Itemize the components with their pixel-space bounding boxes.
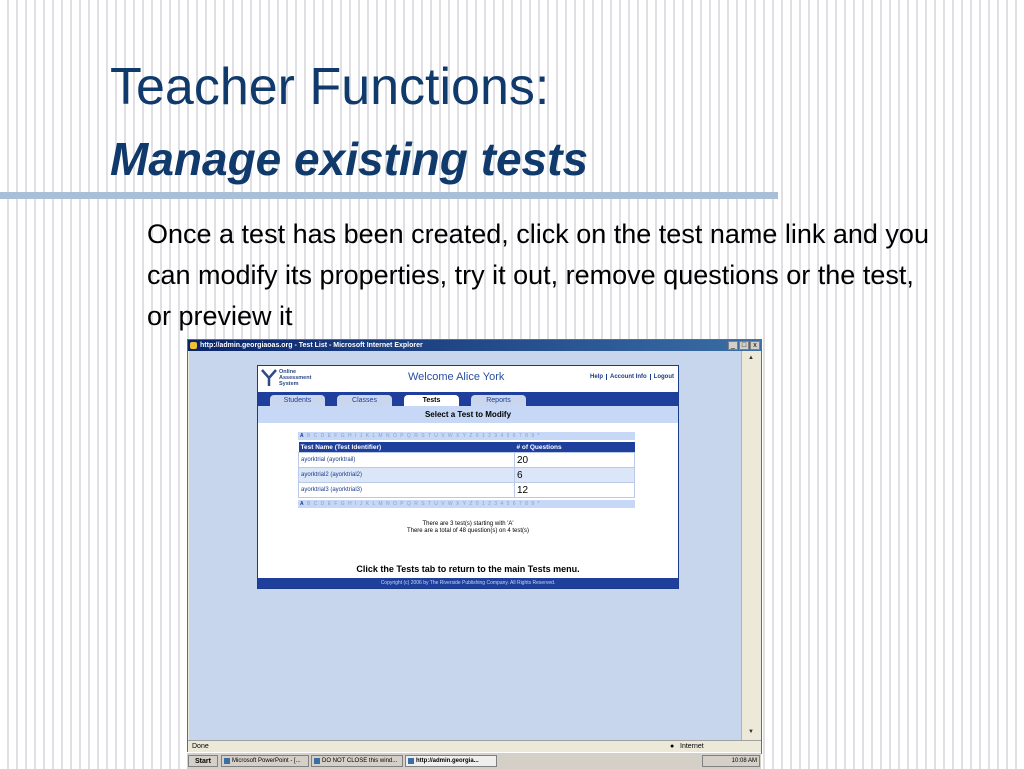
alphabet-filter-letter[interactable]: S [421, 501, 428, 507]
oas-app-panel [257, 365, 679, 589]
alphabet-filter-letter[interactable]: P [400, 501, 407, 507]
vertical-scrollbar[interactable] [741, 351, 760, 740]
alphabet-filter-letter[interactable]: Q [406, 501, 415, 507]
alphabet-filter-letter[interactable]: R [414, 501, 422, 507]
alphabet-filter-letter[interactable]: W [447, 433, 457, 439]
alphabet-filter-letter[interactable]: M [378, 501, 386, 507]
tab-reports[interactable]: Reports [471, 395, 526, 406]
alphabet-filter-letter[interactable]: L [372, 433, 379, 439]
table-row [299, 483, 635, 498]
test-name-link[interactable]: ayorktrial (ayorktrail) [299, 453, 515, 468]
windows-taskbar [187, 752, 761, 769]
taskbar-item-window[interactable]: DO NOT CLOSE this wind... [311, 755, 403, 767]
alphabet-filter-letter[interactable]: Z [469, 501, 476, 507]
slide-title: Teacher Functions: [110, 58, 550, 116]
alphabet-filter-letter[interactable]: A [300, 501, 307, 507]
tab-classes[interactable]: Classes [337, 395, 392, 406]
alphabet-filter-letter[interactable]: R [414, 433, 422, 439]
column-header-question-count: # of Questions [515, 442, 635, 453]
browser-content-area [189, 351, 741, 740]
security-zone-text: Internet [680, 743, 704, 750]
minimize-button[interactable]: _ [728, 341, 738, 350]
start-button[interactable]: Start [188, 755, 218, 767]
alphabet-filter-letter[interactable]: M [378, 433, 386, 439]
alphabet-filter-letter[interactable]: Q [406, 433, 415, 439]
powerpoint-icon [224, 758, 230, 764]
alphabet-filter-letter[interactable]: 8 [525, 501, 532, 507]
alphabet-filter-letter[interactable]: 5 [506, 433, 513, 439]
slide-subtitle: Manage existing tests [110, 133, 589, 185]
oas-header [258, 366, 678, 392]
alphabet-filter-letter[interactable]: 7 [518, 501, 526, 507]
alphabet-filter-letter[interactable]: * [537, 501, 541, 507]
browser-titlebar[interactable] [188, 340, 761, 351]
internet-zone-icon: ● [670, 743, 675, 750]
alphabet-filter-letter[interactable]: Y [462, 433, 470, 439]
question-count: 12 [515, 483, 635, 498]
alphabet-filter-letter[interactable]: N [385, 501, 393, 507]
oas-logo-text: Online Assessment System [279, 369, 312, 387]
header-links [590, 374, 674, 380]
alphabet-filter-letter[interactable]: 9 [531, 501, 538, 507]
test-summary [258, 521, 678, 535]
alphabet-filter-letter[interactable]: I [355, 501, 360, 507]
alphabet-filter-letter[interactable]: 9 [531, 433, 538, 439]
clock: 10:08 AM [731, 758, 757, 764]
alphabet-filter-letter[interactable]: C [313, 433, 321, 439]
test-name-link[interactable]: ayorktrial3 (ayorktrial3) [299, 483, 515, 498]
alphabet-filter-letter[interactable]: * [537, 433, 541, 439]
alphabet-filter-letter[interactable]: T [427, 501, 435, 507]
alphabet-filter-letter[interactable]: N [385, 433, 393, 439]
alphabet-filter-letter[interactable]: S [421, 433, 428, 439]
table-row [299, 468, 635, 483]
alphabet-filter-letter[interactable]: V [441, 433, 448, 439]
alphabet-filter-letter[interactable]: J [359, 501, 366, 507]
alphabet-filter-letter[interactable]: O [392, 433, 401, 439]
alphabet-filter-letter[interactable]: 6 [512, 501, 519, 507]
alphabet-filter-letter[interactable]: G [340, 501, 349, 507]
alphabet-filter-letter[interactable]: I [355, 433, 360, 439]
table-row [299, 453, 635, 468]
test-list-table [298, 442, 635, 498]
account-info-link[interactable]: Account Info [610, 374, 647, 380]
summary-line: There are a total of 48 question(s) on 4 test(s) [406, 528, 530, 534]
alphabet-filter-letter[interactable]: H [348, 501, 356, 507]
alphabet-filter-letter[interactable]: D [320, 433, 328, 439]
alphabet-filter-letter[interactable]: C [313, 501, 321, 507]
test-name-link[interactable]: ayorktrial2 (ayorktrial2) [299, 468, 515, 483]
scroll-up-arrow-icon[interactable]: ▲ [748, 355, 754, 361]
question-count: 20 [515, 453, 635, 468]
alphabet-filter-letter[interactable]: D [320, 501, 328, 507]
alphabet-filter-letter[interactable]: 0 [475, 501, 482, 507]
alphabet-filter-letter[interactable]: B [306, 501, 314, 507]
alphabet-filter-letter[interactable]: E [327, 433, 335, 439]
alphabet-filter-letter[interactable]: 4 [500, 501, 507, 507]
oas-logo-icon [261, 369, 277, 387]
alphabet-filter-letter[interactable]: H [348, 433, 356, 439]
ie-app-icon [190, 342, 197, 349]
alphabet-filter-letter[interactable]: T [427, 433, 435, 439]
ie-icon [408, 758, 414, 764]
maximize-button[interactable]: □ [739, 341, 749, 350]
help-link[interactable]: Help [589, 374, 603, 380]
oas-tab-bar [258, 392, 678, 406]
taskbar-item-powerpoint[interactable]: Microsoft PowerPoint - [... [221, 755, 309, 767]
alphabet-filter-letter[interactable]: 7 [518, 433, 526, 439]
column-header-test-name: Test Name (Test Identifier) [299, 442, 515, 453]
alphabet-filter-letter[interactable]: U [434, 501, 442, 507]
alphabet-filter-letter[interactable]: 1 [481, 433, 489, 439]
close-button[interactable]: x [750, 341, 760, 350]
tab-tests[interactable]: Tests [404, 395, 459, 406]
alphabet-filter-letter[interactable]: P [400, 433, 407, 439]
alphabet-filter-letter[interactable]: O [392, 501, 401, 507]
taskbar-item-browser[interactable]: http://admin.georgia... [405, 755, 497, 767]
alphabet-filter-letter[interactable]: 6 [512, 433, 519, 439]
alphabet-filter-letter[interactable]: J [359, 433, 366, 439]
alphabet-filter-letter[interactable]: K [365, 501, 373, 507]
alphabet-filter-letter[interactable]: 1 [481, 501, 489, 507]
alphabet-filter-letter[interactable]: A [300, 433, 307, 439]
page-heading: Select a Test to Modify [258, 406, 678, 423]
alphabet-filter-letter[interactable]: 3 [494, 501, 501, 507]
welcome-message: Welcome Alice York [408, 371, 505, 383]
alphabet-filter-letter[interactable]: K [365, 433, 373, 439]
alphabet-filter-letter[interactable]: X [456, 433, 463, 439]
summary-line: There are 3 test(s) starting with 'A' [422, 521, 514, 527]
alphabet-filter-letter[interactable]: 3 [494, 433, 501, 439]
alphabet-filter-letter[interactable]: Y [462, 501, 470, 507]
alphabet-filter-letter[interactable]: 5 [506, 501, 513, 507]
slide-body-text: Once a test has been created, click on the test name link and you can modify its properties, try it out, remove questions or the test, or preview it [147, 219, 929, 331]
return-instruction: Click the Tests tab to return to the main Tests menu. [356, 564, 580, 574]
browser-window-title: http://admin.georgiaoas.org - Test List - Microsoft Internet Explorer [200, 342, 423, 349]
alphabet-filter-letter[interactable]: G [340, 433, 349, 439]
status-text: Done [192, 743, 209, 750]
browser-window [187, 339, 762, 754]
tab-students[interactable]: Students [270, 395, 325, 406]
alphabet-filter-letter[interactable]: B [306, 433, 314, 439]
alphabet-filter-top [298, 432, 635, 440]
alphabet-filter-letter[interactable]: 0 [475, 433, 482, 439]
alphabet-filter-letter[interactable]: U [434, 433, 442, 439]
copyright-footer: Copyright (c) 2006 by The Riverside Publishing Company. All Rights Reserved. [258, 578, 678, 588]
alphabet-filter-letter[interactable]: L [372, 501, 379, 507]
alphabet-filter-letter[interactable]: F [334, 501, 341, 507]
window-icon [314, 758, 320, 764]
alphabet-filter-letter[interactable]: E [327, 501, 335, 507]
alphabet-filter-letter[interactable]: 4 [500, 433, 507, 439]
alphabet-filter-letter[interactable]: W [447, 501, 457, 507]
question-count: 6 [515, 468, 635, 483]
alphabet-filter-letter[interactable]: 2 [488, 501, 495, 507]
alphabet-filter-letter[interactable]: V [441, 501, 448, 507]
system-tray [702, 755, 760, 767]
logout-link[interactable]: Logout [653, 374, 674, 380]
scroll-down-arrow-icon[interactable]: ▼ [748, 729, 754, 735]
alphabet-filter-letter[interactable]: 8 [525, 433, 532, 439]
alphabet-filter-bottom [298, 500, 635, 508]
alphabet-filter-letter[interactable]: X [456, 501, 463, 507]
alphabet-filter-letter[interactable]: F [334, 433, 341, 439]
alphabet-filter-letter[interactable]: Z [469, 433, 476, 439]
alphabet-filter-letter[interactable]: 2 [488, 433, 495, 439]
title-divider [0, 192, 778, 199]
